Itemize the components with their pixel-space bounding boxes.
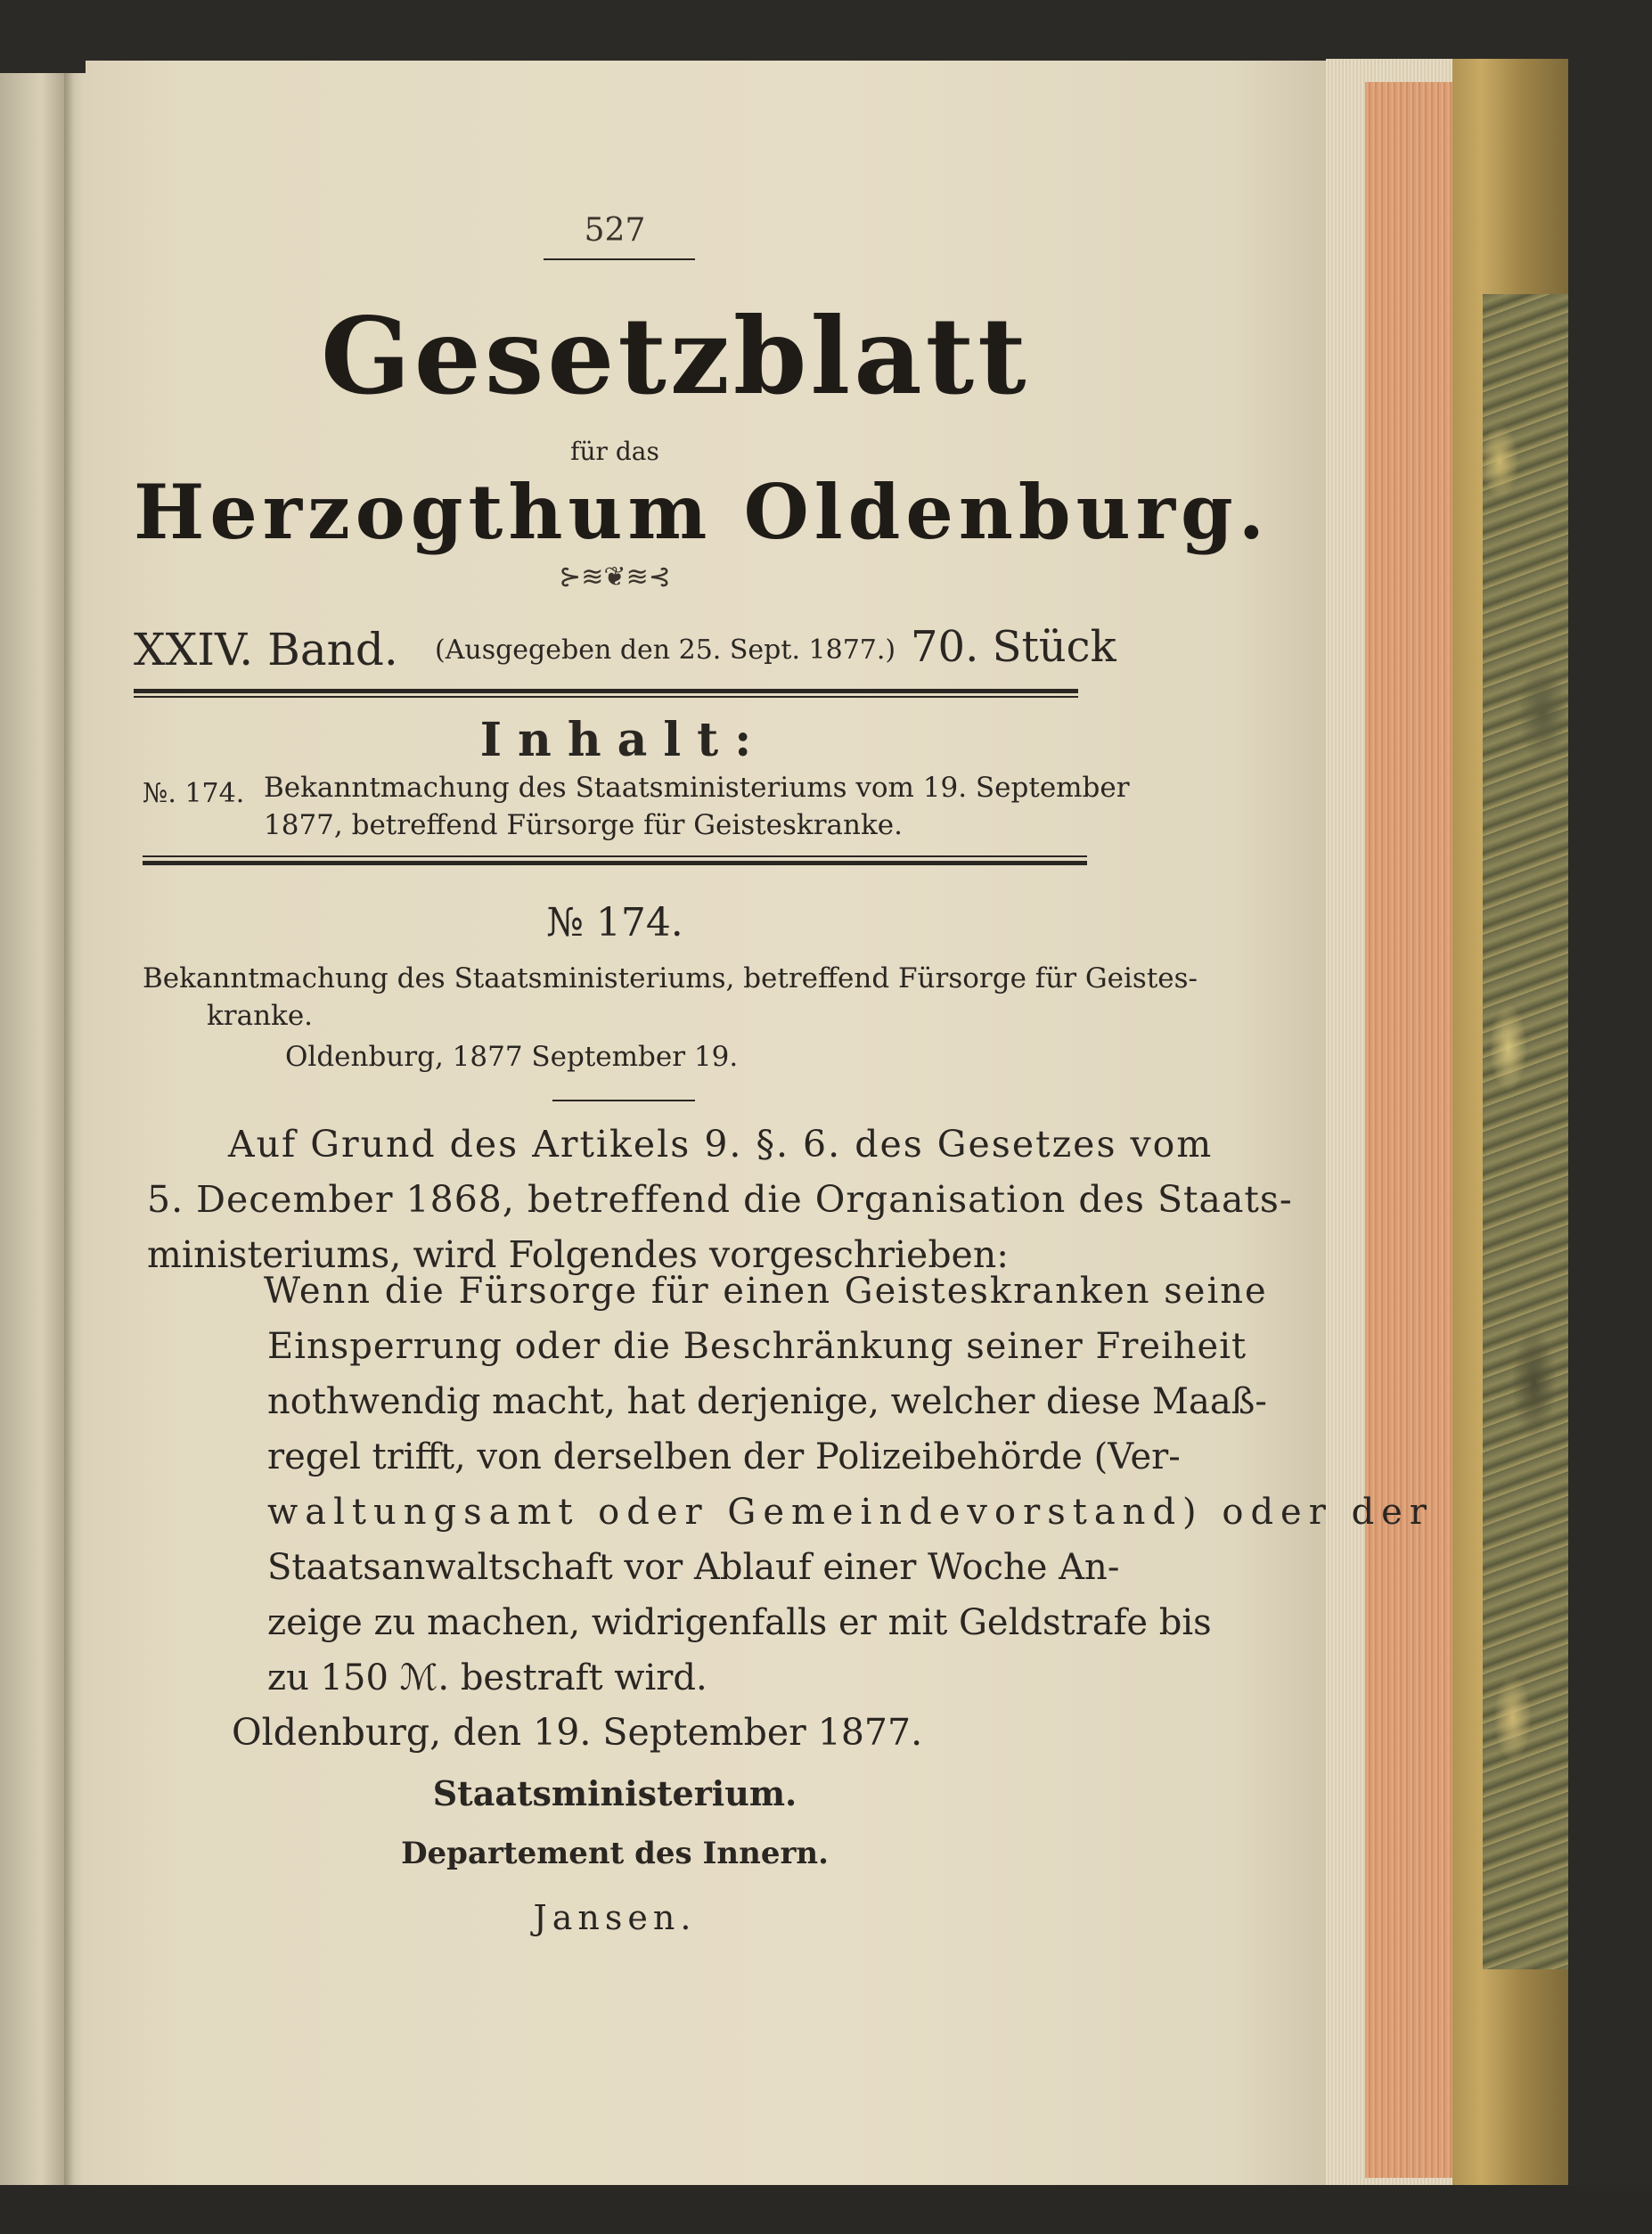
contents-heading: Inhalt: [479,713,768,767]
page-number: 527 [584,212,646,249]
closing-signature: Jansen. [533,1898,697,1937]
issue-date: (Ausgegeben den 25. Sept. 1877.) [435,634,896,666]
header-rule-thick [134,689,1078,693]
rule-text-line: regel trifft, von derselben der Polizeibehörde (Ver- [267,1436,1181,1477]
ornament: ⊱≋❦≋⊰ [559,561,671,593]
body-intro-line: ministeriums, wird Folgendes vorgeschrieben: [147,1233,1010,1276]
contents-entry-number: №. 174. [143,778,245,809]
item-rule [552,1100,695,1101]
rule-text-line: Einsperrung oder die Beschränkung seiner Freiheit [267,1326,1247,1367]
rule-text-line: Wenn die Fürsorge für einen Geisteskranken seine [264,1271,1268,1312]
marbled-cover [1483,294,1568,1969]
header-rule-thin [134,696,1078,698]
item-title-line2: kranke. [207,1000,314,1032]
rule-text-line: zeige zu machen, widrigenfalls er mit Geldstrafe bis [267,1602,1212,1643]
contents-entry-line2: 1877, betreffend Fürsorge für Geisteskranke. [264,809,903,841]
closing-authority: Staatsministerium. [432,1773,797,1813]
closing-place-date: Oldenburg, den 19. September 1877. [232,1711,923,1754]
body-intro-line: 5. December 1868, betreffend die Organisation des Staats- [147,1178,1293,1221]
rule-text-line: Staatsanwaltschaft vor Ablauf einer Woche An- [267,1547,1120,1588]
rule-text-line: zu 150 ℳ. bestraft wird. [267,1657,707,1698]
page-number-rule [544,258,695,260]
closing-department: Departement des Innern. [401,1836,829,1871]
item-dateline: Oldenburg, 1877 September 19. [285,1041,739,1073]
contents-rule-thin [143,855,1087,857]
subtitle-small: für das [570,437,659,466]
body-intro-line: Auf Grund des Artikels 9. §. 6. des Gesetzes vom [228,1123,1214,1166]
contents-rule-thick [143,861,1087,865]
piece-number: 70. Stück [911,622,1116,672]
item-number: № 174. [546,900,683,945]
item-title-line1: Bekanntmachung des Staatsministeriums, betreffend Fürsorge für Geistes- [143,962,1198,994]
left-page-edge [0,73,70,2185]
page-edges [1365,82,1465,2178]
rule-text-line: nothwendig macht, hat derjenige, welcher diese Maaß- [267,1381,1267,1422]
subtitle: Herzogthum Oldenburg. [134,468,1270,556]
background-bottom [0,2185,1652,2234]
rule-text-line: waltungsamt oder Gemeindevorstand) oder der [267,1492,1434,1533]
volume-label: XXIV. Band. [134,624,398,675]
page-title: Gesetzblatt [321,294,1030,418]
contents-entry-line1: Bekanntmachung des Staatsministeriums vom 19. September [264,772,1130,804]
